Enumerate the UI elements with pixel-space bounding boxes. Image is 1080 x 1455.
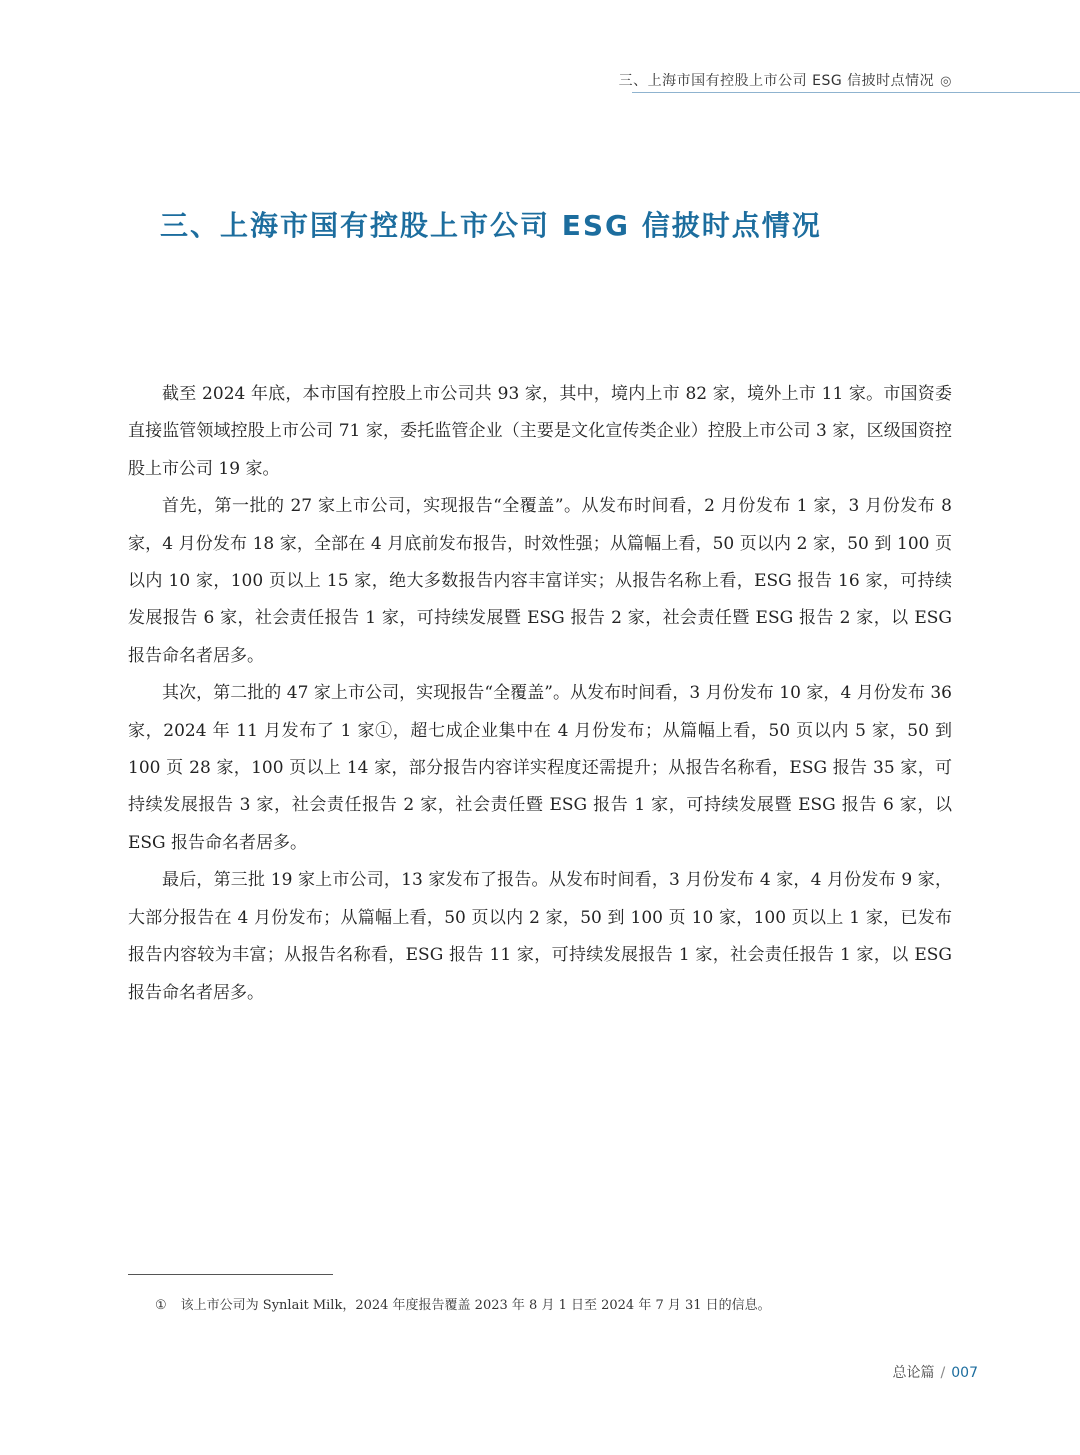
footnote-rule xyxy=(128,1274,333,1275)
header-rule xyxy=(632,92,1080,93)
paragraph-2: 首先，第一批的 27 家上市公司，实现报告“全覆盖”。从发布时间看，2 月份发布 1 家，3 月份发布 8 家，4 月份发布 18 家，全部在 4 月底前发布报告，时效性强；从篇幅上看，50 页以内 2 家，50 到 100 页以内 10 家，100 页以上 15 家，绝大多数报告内容丰富详实；从报告名称上看，ESG 报告 16 家，可持续发展报告 6 家，社会责任报告 1 家，可持续发展暨 ESG 报告 2 家，社会责任暨 ESG 报告 2 家，以 ESG 报告命名者居多。 xyxy=(128,496,952,666)
page-number: 007 xyxy=(951,1365,978,1381)
footer-separator: / xyxy=(940,1365,946,1381)
header-circle-icon: ◎ xyxy=(940,74,952,89)
paragraph-4: 最后，第三批 19 家上市公司，13 家发布了报告。从发布时间看，3 月份发布 4 家，4 月份发布 9 家，大部分报告在 4 月份发布；从篇幅上看，50 页以内 2 家，50 到 100 页 10 家，100 页以上 1 家，已发布报告内容较为丰富；从报告名称看，ESG 报告 11 家，可持续发展报告 1 家，社会责任报告 1 家，以 ESG 报告命名者居多。 xyxy=(128,870,952,1003)
footnote-text: 该上市公司为 Synlait Milk，2024 年度报告覆盖 2023 年 8 月 1 日至 2024 年 7 月 31 日的信息。 xyxy=(180,1298,771,1313)
running-header-title: 三、上海市国有控股上市公司 ESG 信披时点情况 xyxy=(618,73,935,89)
body-text xyxy=(128,376,952,1012)
section-title: 三、上海市国有控股上市公司 ESG 信披时点情况 xyxy=(160,209,822,242)
footer-section-label: 总论篇 xyxy=(892,1365,935,1381)
page-footer xyxy=(893,1362,978,1382)
footnote-mark: ① xyxy=(155,1298,167,1313)
paragraph-1: 截至 2024 年底，本市国有控股上市公司共 93 家，其中，境内上市 82 家，境外上市 11 家。市国资委直接监管领域控股上市公司 71 家，委托监管企业（主要是文化宣传类企业）控股上市公司 3 家，区级国资控股上市公司 19 家。 xyxy=(128,384,952,479)
paragraph-3: 其次，第二批的 47 家上市公司，实现报告“全覆盖”。从发布时间看，3 月份发布 10 家，4 月份发布 36 家，2024 年 11 月发布了 1 家①，超七成企业集中在 4 月份发布；从篇幅上看，50 页以内 5 家，50 到 100 页 28 家，100 页以上 14 家，部分报告内容详实程度还需提升；从报告名称看，ESG 报告 35 家，可持续发展报告 3 家，社会责任报告 2 家，社会责任暨 ESG 报告 1 家，可持续发展暨 ESG 报告 6 家，以 ESG 报告命名者居多。 xyxy=(128,683,952,853)
footnote xyxy=(155,1294,771,1313)
running-header xyxy=(619,70,952,90)
